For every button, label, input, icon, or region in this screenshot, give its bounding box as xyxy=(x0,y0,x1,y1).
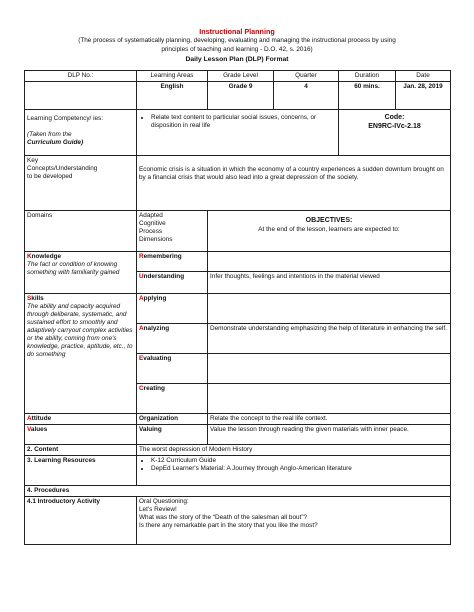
key-label-3: to be developed xyxy=(27,173,73,180)
objectives-intro: At the end of the lesson, learners are expected to: xyxy=(258,225,400,233)
objectives-header-cell xyxy=(208,211,451,252)
knowledge-initial: K xyxy=(27,253,32,260)
applying-objective xyxy=(208,294,451,324)
code-value: EN9RC-IVc-2.18 xyxy=(368,122,421,130)
format-title: Daily Lesson Plan (DLP) Format xyxy=(185,56,289,63)
key-label-2: Concepts/Understanding xyxy=(27,165,98,172)
attitude-row xyxy=(25,414,451,425)
adapted-dimensions-cell xyxy=(137,211,208,252)
procedures-row xyxy=(25,486,451,497)
analyzing-label: nalyzing xyxy=(143,325,170,332)
skills-initial: S xyxy=(27,295,32,302)
attitude-label: ttitude xyxy=(31,415,52,422)
understanding-label: nderstanding xyxy=(143,273,185,280)
info-header-row xyxy=(25,71,451,82)
adapted-line-4: Dimensions xyxy=(139,236,173,243)
evaluating-initial: E xyxy=(139,355,144,362)
resources-list-cell xyxy=(137,456,451,486)
dlp-no-value xyxy=(25,82,137,110)
domains-row xyxy=(25,211,451,252)
date-header: Date xyxy=(396,71,451,82)
info-value-row xyxy=(25,82,451,110)
resource-item: • DepEd Learner's Material: A Journey through Anglo-American literature xyxy=(151,465,448,473)
valuing-cell: Valuing xyxy=(137,425,208,445)
key-label-1: Key xyxy=(27,157,39,164)
key-concepts-paragraph: Economic crisis is a situation in which the economy of a country experiences a sudden downturn brought on by a financial crisis that would also lead into a great depression of the society. xyxy=(139,166,444,181)
content-text: The worst depression of Modern History xyxy=(137,445,451,456)
understanding-objective: Infer thoughts, feelings and intentions in the material viewed xyxy=(208,272,451,294)
learning-areas-header: Learning Areas xyxy=(137,71,208,82)
grade-level-header: Grade Level xyxy=(208,71,274,82)
content-label: 2. Content xyxy=(25,445,137,456)
duration-header: Duration xyxy=(339,71,396,82)
remembering-objective xyxy=(208,252,451,272)
creating-initial: C xyxy=(139,385,144,392)
date-value: Jan. 28, 2019 xyxy=(396,82,451,110)
quarter-value: 4 xyxy=(274,82,339,110)
competency-text: • Relate text content to particular social issues, concerns, or disposition in real life xyxy=(151,114,336,130)
introductory-row xyxy=(25,497,451,545)
analyzing-cell xyxy=(137,324,208,354)
curriculum-guide-label: Curriculum Guide) xyxy=(27,139,84,146)
analyzing-initial: A xyxy=(139,325,144,332)
applying-label: pplying xyxy=(143,295,167,302)
values-cell xyxy=(25,425,137,445)
skills-description: The ability and capacity acquired through deliberate, systematic, and sustained effort to smoothly and adaptively carryout complex activities or the ability, coming from one's knowledge, practice, aptitude, etc., to do something xyxy=(27,303,133,358)
values-label: alues xyxy=(30,426,48,433)
skills-row-1 xyxy=(25,294,451,324)
competency-row xyxy=(25,110,451,156)
subtitle-line-2: principles of teaching and learning - D.O. 42, s. 2016) xyxy=(161,46,313,53)
creating-objective xyxy=(208,384,451,414)
content-row xyxy=(25,445,451,456)
organization-cell: Organization xyxy=(137,414,208,425)
key-concepts-text xyxy=(137,156,451,211)
title: Instructional Planning xyxy=(199,27,275,36)
adapted-line-3: Process xyxy=(139,228,163,235)
skills-cell xyxy=(25,294,137,414)
evaluating-objective xyxy=(208,354,451,384)
applying-initial: A xyxy=(139,295,144,302)
remembering-label: emembering xyxy=(143,253,182,260)
duration-value: 60 mins. xyxy=(339,82,396,110)
procedures-label: 4. Procedures xyxy=(25,486,451,497)
intro-line-1: Oral Questioning: xyxy=(139,498,189,505)
quarter-header: Quarter xyxy=(274,71,339,82)
analyzing-objective: Demonstrate understanding emphasizing the help of literature in enhancing the self. xyxy=(208,324,451,354)
learning-area-value: English xyxy=(137,82,208,110)
code-label: Code: xyxy=(384,114,405,121)
competency-label: Learning Competency/ ies: xyxy=(27,115,104,122)
objectives-title: OBJECTIVES: xyxy=(305,217,353,224)
knowledge-label: nowledge xyxy=(31,253,62,260)
evaluating-cell xyxy=(137,354,208,384)
subtitle-line-1: (The process of systematically planning, developing, evaluating and managing the instructional process by using xyxy=(78,37,396,44)
values-initial: V xyxy=(27,426,31,433)
remembering-cell xyxy=(137,252,208,272)
resource-item: • K-12 Curriculum Guide xyxy=(151,457,448,465)
key-concepts-row xyxy=(25,156,451,211)
taken-from-label: (Taken from the xyxy=(27,131,72,138)
grade-level-value: Grade 9 xyxy=(208,82,274,110)
attitude-cell xyxy=(25,414,137,425)
knowledge-cell xyxy=(25,252,137,294)
intro-line-2: Let's Review! xyxy=(139,506,177,513)
organization-objective: Relate the concept to the real life context. xyxy=(208,414,451,425)
skills-label: kills xyxy=(31,295,44,302)
applying-cell xyxy=(137,294,208,324)
intro-line-3: What was the story of the “Death of the salesman all bout”? xyxy=(139,514,308,521)
resources-label: 3. Learning Resources xyxy=(25,456,137,486)
valuing-objective: Value the lesson through reading the given materials with inner peace. xyxy=(208,425,451,445)
key-concepts-label-cell xyxy=(25,156,137,211)
intro-line-4: Is there any remarkable part in the story that you like the most? xyxy=(139,522,318,529)
remembering-initial: R xyxy=(139,253,144,260)
dlp-no-header: DLP No.: xyxy=(25,71,137,82)
competency-text-cell xyxy=(137,110,339,156)
introductory-content xyxy=(137,497,451,545)
understanding-initial: U xyxy=(139,273,144,280)
knowledge-description: The fact or condition of knowing something with familiarity gained xyxy=(27,261,120,276)
resources-row xyxy=(25,456,451,486)
evaluating-label: valuating xyxy=(143,355,172,362)
understanding-cell xyxy=(137,272,208,294)
competency-label-cell xyxy=(25,110,137,156)
adapted-line-1: Adapted xyxy=(139,212,163,219)
adapted-line-2: Cognitive xyxy=(139,220,166,227)
code-cell xyxy=(339,110,451,156)
dlp-table xyxy=(24,70,451,545)
values-row xyxy=(25,425,451,445)
creating-cell xyxy=(137,384,208,414)
attitude-initial: A xyxy=(27,415,32,422)
knowledge-row-1 xyxy=(25,252,451,272)
domains-label: Domains xyxy=(25,211,137,252)
creating-label: reating xyxy=(143,385,165,392)
introductory-label: 4.1 Introductory Activity xyxy=(25,497,137,545)
